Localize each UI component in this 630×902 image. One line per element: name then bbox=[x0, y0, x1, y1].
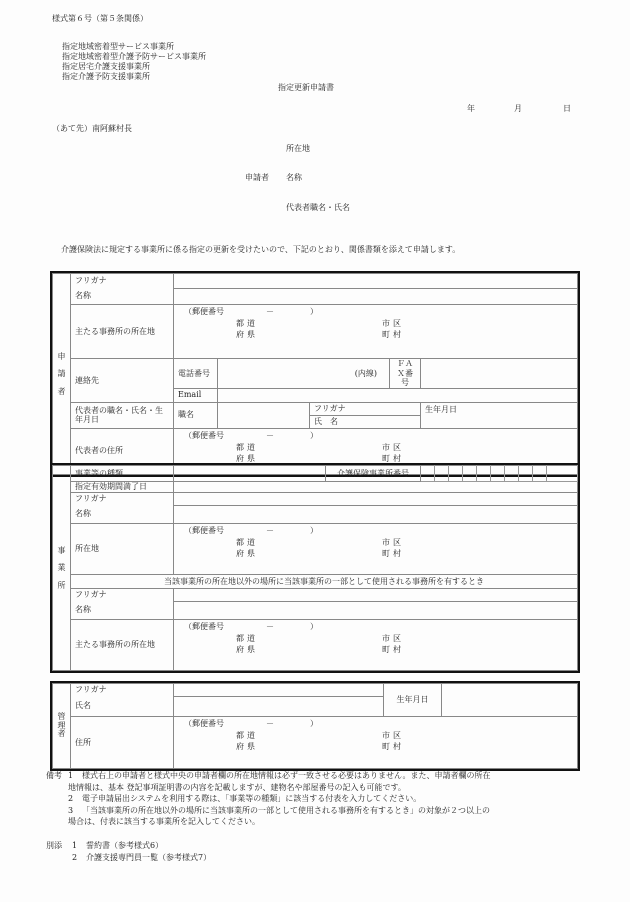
insurance-digit-7[interactable] bbox=[505, 466, 519, 482]
facility-type-item: 指定居宅介護支援事業所 bbox=[62, 62, 150, 71]
remarks: 備考 1 様式右上の申請者と様式中央の申請者欄の所在地情報は必ず一致させる必要はありません。また、申請者欄の所在 地情報は、基本 登記事項証明書の内容を記載しますが、建物名や部屋番号の記入も可能です。 2 電子申請届出システムを利用する際は、「事業等の種類」に該当する付表を入力してください。 3 「当該事業所の所在地以外の場所に当該事業所の一部として使用される事務所を有するとき」の対象が２つ以上の 場合は、付表に該当する事業所を記入してください。 bbox=[46, 771, 491, 826]
office-name-field[interactable] bbox=[174, 506, 578, 524]
facility-type-item: 指定介護予防支援事業所 bbox=[62, 72, 150, 81]
applicant-address-field[interactable]: （郵便番号 － ） 都道 府県 市区 町村 bbox=[174, 305, 578, 359]
manager-birthdate-label: 生年月日 bbox=[384, 684, 442, 717]
expiry-field[interactable] bbox=[174, 482, 578, 493]
manager-section bbox=[50, 681, 580, 771]
insurance-digit-5[interactable] bbox=[477, 466, 491, 482]
date-day-field[interactable]: 日 bbox=[563, 104, 571, 113]
manager-furigana-label: フリガナ bbox=[71, 684, 174, 697]
insurance-digit-10[interactable] bbox=[547, 466, 578, 482]
rep-birthdate-label: 生年月日 bbox=[421, 402, 578, 428]
office-section bbox=[50, 463, 580, 673]
attachment-item: 介護支援専門員一覧（参考様式7） bbox=[86, 852, 212, 862]
business-type-field[interactable] bbox=[174, 466, 326, 482]
facility-type-item: 指定地域密着型サービス事業所 bbox=[62, 42, 174, 51]
phone-label: 電話番号 bbox=[174, 359, 218, 389]
remark-item: 電子申請届出システムを利用する際は、「事業等の種類」に該当する付表を入力してください。 bbox=[82, 794, 422, 803]
sub-office-furigana-label: フリガナ bbox=[71, 589, 174, 602]
remarks-heading: 備考 bbox=[46, 771, 62, 780]
rep-address-label: 代表者の住所 bbox=[71, 428, 174, 474]
email-field[interactable] bbox=[218, 388, 578, 402]
office-address-field[interactable]: （郵便番号 － ） 都道 府県 市区 町村 bbox=[174, 524, 578, 575]
office-furigana-label: フリガナ bbox=[71, 493, 174, 506]
sub-office-main-label: 主たる事務所の所在地 bbox=[71, 620, 174, 671]
manager-address-field[interactable]: （郵便番号 － ） 都道 府県 市区 町村 bbox=[174, 717, 578, 769]
other-office-heading: 当該事業所の所在地以外の場所に当該事業所の一部として使用される事務所を有するとき bbox=[71, 575, 578, 589]
attachments-heading: 別添 bbox=[46, 841, 62, 850]
addressee: （あて先）南阿蘇村長 bbox=[52, 124, 132, 133]
applicant-furigana-label: フリガナ bbox=[71, 274, 174, 289]
fax-field[interactable] bbox=[421, 359, 578, 389]
applicant-furigana-field[interactable] bbox=[174, 274, 578, 289]
applicant-main-office-label: 主たる事務所の所在地 bbox=[71, 305, 174, 359]
applicant-rep-label: 代表者職名・氏名 bbox=[286, 203, 350, 212]
office-name-label: 名称 bbox=[71, 506, 174, 524]
manager-name-label: 氏名 bbox=[71, 697, 174, 717]
fax-label: ＦＡＸ番号 bbox=[390, 359, 421, 389]
expiry-label: 指定有効期間満了日 bbox=[71, 482, 174, 493]
attachments: 別添 1 誓約書（参考様式6） 2 介護支援専門員一覧（参考様式7） bbox=[46, 841, 212, 862]
applicant-location-label: 所在地 bbox=[286, 144, 310, 153]
business-type-label: 事業等の種類 bbox=[71, 466, 174, 482]
manager-birthdate-field[interactable] bbox=[442, 684, 578, 717]
insurance-digit-2[interactable] bbox=[435, 466, 449, 482]
rep-furigana-label: フリガナ bbox=[310, 402, 421, 415]
insurance-digit-9[interactable] bbox=[533, 466, 547, 482]
sub-office-name-label: 名称 bbox=[71, 602, 174, 620]
applicant-name-label: 名称 bbox=[71, 289, 174, 305]
remark-item-cont: 地情報は、基本 登記事項証明書の内容を記載しますが、建物名や部屋番号の記入も可能です。 bbox=[68, 782, 406, 792]
applicant-section bbox=[50, 271, 580, 477]
facility-type-item: 指定地域密着型介護予防サービス事業所 bbox=[62, 52, 206, 61]
attachment-item: 誓約書（参考様式6） bbox=[86, 841, 164, 850]
rep-title-label: 職名 bbox=[174, 402, 218, 428]
applicant-name-field[interactable] bbox=[174, 289, 578, 305]
manager-furigana-field[interactable] bbox=[174, 684, 384, 697]
office-furigana-field[interactable] bbox=[174, 493, 578, 506]
applicant-name-label: 名称 bbox=[286, 173, 302, 182]
manager-name-field[interactable] bbox=[174, 697, 384, 717]
rep-name-label: 氏 名 bbox=[310, 415, 421, 428]
facility-type-list bbox=[62, 42, 206, 82]
manager-section-label: 管 理 者 bbox=[53, 684, 71, 769]
remark-item: 「当該事業所の所在地以外の場所に当該事業所の一部として使用される事務所を有するとき」の対象が２つ以上の bbox=[82, 805, 490, 815]
office-location-label: 所在地 bbox=[71, 524, 174, 575]
insurance-number-label: 介護保険事業所番号 bbox=[326, 466, 421, 482]
insurance-digit-4[interactable] bbox=[463, 466, 477, 482]
document-title: 指定更新申請書 bbox=[278, 83, 334, 92]
remark-item: 様式右上の申請者と様式中央の申請者欄の所在地情報は必ず一致させる必要はありません。また、申請者欄の所在 bbox=[82, 771, 491, 780]
remark-item-cont: 場合は、付表に該当する事業所を記入してください。 bbox=[68, 817, 260, 826]
rep-address-field[interactable]: （郵便番号 － ） 都道 府県 市区 町村 bbox=[174, 428, 578, 474]
applicant-label: 申請者 bbox=[245, 173, 269, 182]
office-section-label: 事 業 所 bbox=[53, 466, 71, 671]
applicant-contact-label: 連絡先 bbox=[71, 359, 174, 403]
sub-office-furigana-field[interactable] bbox=[174, 589, 578, 602]
insurance-digit-1[interactable] bbox=[421, 466, 435, 482]
phone-field[interactable]: (内線) bbox=[218, 359, 390, 389]
sub-office-address-field[interactable]: （郵便番号 － ） 都道 府県 市区 町村 bbox=[174, 620, 578, 671]
applicant-section-label: 申 請 者 bbox=[53, 274, 71, 475]
sub-office-name-field[interactable] bbox=[174, 602, 578, 620]
rep-title-field[interactable] bbox=[218, 402, 310, 428]
form-number: 様式第６号（第５条関係） bbox=[52, 14, 148, 23]
date-year-field[interactable]: 年 bbox=[467, 104, 475, 113]
insurance-digit-8[interactable] bbox=[519, 466, 533, 482]
email-label: Email bbox=[174, 388, 218, 402]
manager-address-label: 住所 bbox=[71, 717, 174, 769]
insurance-digit-3[interactable] bbox=[449, 466, 463, 482]
application-statement: 介護保険法に規定する事業所に係る指定の更新を受けたいので、下記のとおり、関係書類を添えて申請します。 bbox=[61, 245, 461, 254]
insurance-digit-6[interactable] bbox=[491, 466, 505, 482]
rep-info-label: 代表者の職名・氏名・生年月日 bbox=[71, 402, 174, 428]
date-month-field[interactable]: 月 bbox=[514, 104, 522, 113]
